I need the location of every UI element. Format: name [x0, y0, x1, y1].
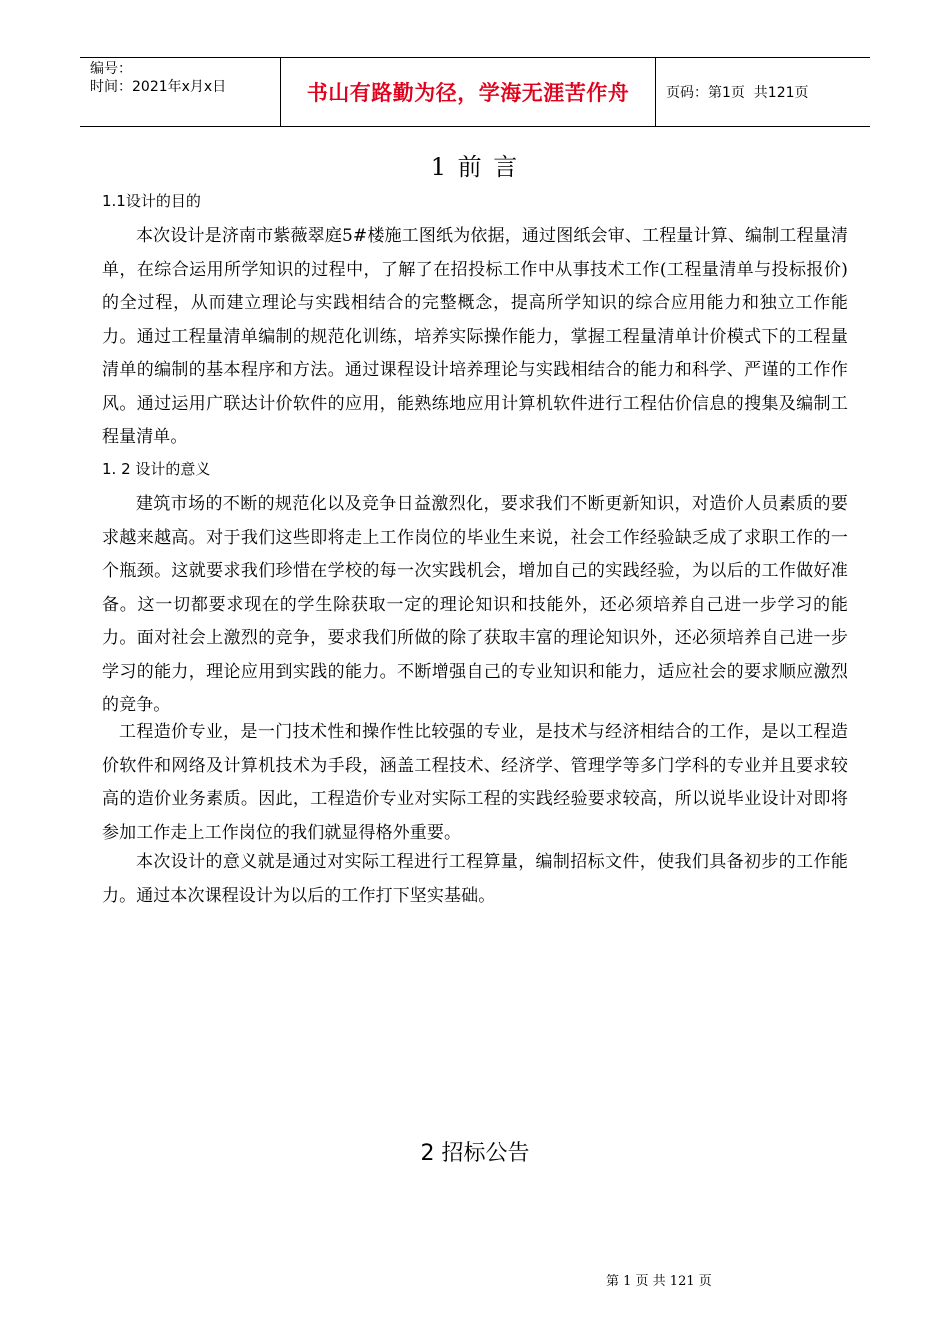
header-page-cell	[656, 58, 870, 126]
section-1-title: 1 前 言	[430, 153, 520, 181]
document-number-label: 编号：	[90, 61, 132, 77]
paragraph: 本次设计的意义就是通过对实际工程进行工程算量，编制招标文件，使我们具备初步的工作能力。通过本次课程设计为以后的工作打下坚实基础。	[102, 852, 848, 906]
header-page-info: 页码：第1页 共121页	[666, 85, 809, 101]
page-footer-number: 第 1 页 共 121 页	[606, 1274, 712, 1289]
header-motto: 书山有路勤为径，学海无涯苦作舟	[306, 81, 630, 105]
subsection-1-1-heading: 1.1设计的目的	[102, 192, 201, 210]
paragraph: 工程造价专业，是一门技术性和操作性比较强的专业，是技术与经济相结合的工作，是以工程造价软件和网络及计算机技术为手段，涵盖工程技术、经济学、管理学等多门学科的专业并且要求较高的造价业务素质。因此，工程造价专业对实际工程的实践经验要求较高，所以说毕业设计对即将参加工作走上工作岗位的我们就显得格外重要。	[102, 722, 848, 843]
header-motto-cell	[281, 58, 656, 126]
paragraph: 本次设计是济南市紫薇翠庭5#楼施工图纸为依据，通过图纸会审、工程量计算、编制工程量清单，在综合运用所学知识的过程中，了解了在招投标工作中从事技术工作(工程量清单与投标报价)的全过程，从而建立理论与实践相结合的完整概念，提高所学知识的综合应用能力和独立工作能力。通过工程量清单编制的规范化训练，培养实际操作能力，掌握工程量清单计价模式下的工程量清单的编制的基本程序和方法。通过课程设计培养理论与实践相结合的能力和科学、严谨的工作作风。通过运用广联达计价软件的应用，能熟练地应用计算机软件进行工程估价信息的搜集及编制工程量清单。	[102, 226, 848, 447]
paragraph: 建筑市场的不断的规范化以及竞争日益激烈化，要求我们不断更新知识，对造价人员素质的要求越来越高。对于我们这些即将走上工作岗位的毕业生来说，社会工作经验缺乏成了求职工作的一个瓶颈。这就要求我们珍惜在学校的每一次实践机会，增加自己的实践经验，为以后的工作做好准备。这一切都要求现在的学生除获取一定的理论知识和技能外，还必须培养自己进一步学习的能力。面对社会上激烈的竞争，要求我们所做的除了获取丰富的理论知识外，还必须培养自己进一步学习的能力，理论应用到实践的能力。不断增强自己的专业知识和能力，适应社会的要求顺应激烈的竞争。	[102, 494, 848, 715]
page-header	[80, 57, 870, 127]
document-date-label: 时间：2021年x月x日	[90, 79, 227, 95]
header-meta-cell	[80, 58, 281, 126]
subsection-1-2-heading: 1. 2 设计的意义	[102, 460, 211, 478]
section-2-title: 2 招标公告	[420, 1141, 530, 1166]
